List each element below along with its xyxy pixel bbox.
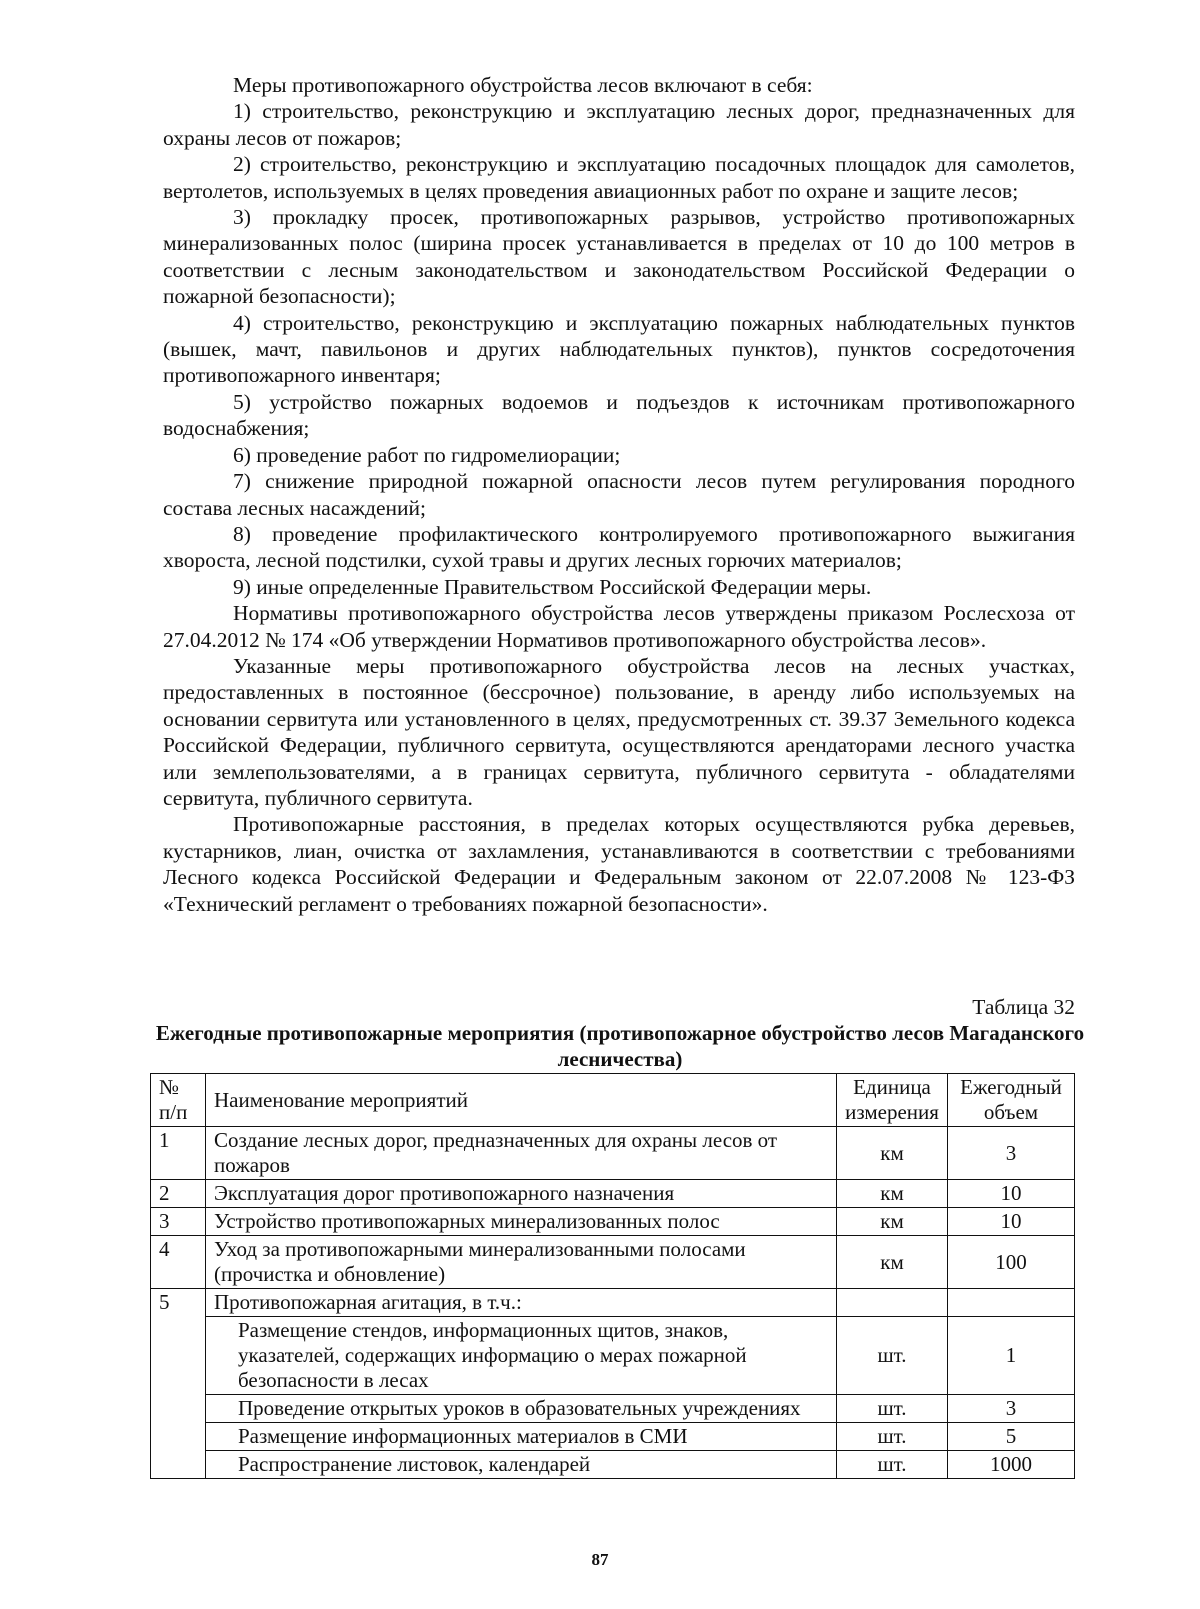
paragraph: 2) строительство, реконструкцию и эксплуатацию посадочных площадок для самолетов, вертолетов, используемых в целях проведения авиационных работ по охране и защите лесов; <box>163 152 1075 203</box>
subrow-volume: 1 <box>948 1317 1075 1395</box>
table-subrow <box>151 1423 1075 1451</box>
row-name: Создание лесных дорог, предназначенных для охраны лесов от пожаров <box>206 1127 837 1180</box>
row-name: Эксплуатация дорог противопожарного назначения <box>206 1180 837 1208</box>
measures-table <box>150 1073 1075 1479</box>
subrow-name: Размещение стендов, информационных щитов, знаков, указателей, содержащих информацию о мерах пожарной безопасности в лесах <box>206 1317 837 1395</box>
subrow-volume: 3 <box>948 1395 1075 1423</box>
subrow-unit: шт. <box>837 1395 948 1423</box>
table-row <box>151 1208 1075 1236</box>
paragraph: Меры противопожарного обустройства лесов включают в себя: <box>233 73 813 97</box>
subrow-volume: 1000 <box>948 1451 1075 1479</box>
row-number: 4 <box>151 1236 206 1289</box>
subrow-name: Распространение листовок, календарей <box>206 1451 837 1479</box>
row-volume <box>948 1289 1075 1317</box>
paragraph: Противопожарные расстояния, в пределах которых осуществляются рубка деревьев, кустарников, лиан, очистка от захламления, устанавливаются в соответствии с требованиями Лесного кодекса Российской Федерации и Федеральным законом от 22.07.2008 № 123-ФЗ «Технический регламент о требованиях пожарной безопасности». <box>163 812 1075 916</box>
table-row <box>151 1127 1075 1180</box>
row-number: 1 <box>151 1127 206 1180</box>
row-name: Устройство противопожарных минерализованных полос <box>206 1208 837 1236</box>
subrow-name: Размещение информационных материалов в СМИ <box>206 1423 837 1451</box>
row-number: 5 <box>151 1289 206 1479</box>
header-volume: Ежегодный объем <box>948 1074 1075 1127</box>
table-subrow <box>151 1451 1075 1479</box>
row-unit: км <box>837 1180 948 1208</box>
subrow-unit: шт. <box>837 1423 948 1451</box>
table-title: Ежегодные противопожарные мероприятия (противопожарное обустройство лесов Магаданского лесничества) <box>155 1021 1085 1071</box>
paragraph: 9) иные определенные Правительством Российской Федерации меры. <box>233 574 872 599</box>
header-name: Наименование мероприятий <box>206 1074 837 1127</box>
table-row <box>151 1180 1075 1208</box>
subrow-unit: шт. <box>837 1317 948 1395</box>
subrow-name: Проведение открытых уроков в образовательных учреждениях <box>206 1395 837 1423</box>
row-volume: 3 <box>948 1127 1075 1180</box>
row-unit: км <box>837 1127 948 1180</box>
subrow-unit: шт. <box>837 1451 948 1479</box>
table-subrow <box>151 1317 1075 1395</box>
row-name: Противопожарная агитация, в т.ч.: <box>206 1289 837 1317</box>
table-row <box>151 1236 1075 1289</box>
paragraph: 4) строительство, реконструкцию и эксплуатацию пожарных наблюдательных пунктов (вышек, мачт, павильонов и других наблюдательных пунктов), пунктов сосредоточения противопожарного инвентаря; <box>163 310 1075 388</box>
header-number: № п/п <box>151 1074 206 1127</box>
paragraph: 7) снижение природной пожарной опасности лесов путем регулирования породного состава лесных насаждений; <box>163 469 1075 520</box>
paragraph: 8) проведение профилактического контролируемого противопожарного выжигания хвороста, лесной подстилки, сухой травы и других лесных горючих материалов; <box>163 521 1075 573</box>
row-unit <box>837 1289 948 1317</box>
subrow-volume: 5 <box>948 1423 1075 1451</box>
row-unit: км <box>837 1208 948 1236</box>
header-unit: Единица измерения <box>837 1074 948 1127</box>
paragraph: 6) проведение работ по гидромелиорации; <box>233 442 621 467</box>
row-number: 2 <box>151 1180 206 1208</box>
paragraph: 3) прокладку просек, противопожарных разрывов, устройство противопожарных минерализованных полос (ширина просек устанавливается в пределах от 10 до 100 метров в соответствии с лесным законодательством и законодательством Российской Федерации о пожарной безопасности); <box>163 205 1075 309</box>
paragraph: 1) строительство, реконструкцию и эксплуатацию лесных дорог, предназначенных для охраны лесов от пожаров; <box>163 99 1075 150</box>
row-number: 3 <box>151 1208 206 1236</box>
row-volume: 10 <box>948 1180 1075 1208</box>
table-row <box>151 1289 1075 1317</box>
table-header-row <box>151 1074 1075 1127</box>
row-volume: 100 <box>948 1236 1075 1289</box>
table-label: Таблица 32 <box>972 995 1075 1019</box>
paragraph: Нормативы противопожарного обустройства лесов утверждены приказом Рослесхоза от 27.04.2012 № 174 «Об утверждении Нормативов противопожарного обустройства лесов». <box>163 601 1075 652</box>
paragraph: 5) устройство пожарных водоемов и подъездов к источникам противопожарного водоснабжения; <box>163 389 1075 441</box>
row-name: Уход за противопожарными минерализованными полосами (прочистка и обновление) <box>206 1236 837 1289</box>
row-unit: км <box>837 1236 948 1289</box>
page-number: 87 <box>591 1550 609 1569</box>
paragraph: Указанные меры противопожарного обустройства лесов на лесных участках, предоставленных в постоянное (бессрочное) пользование, в аренду либо используемых на основании сервитута или установленного в целях, предусмотренных ст. 39.37 Земельного кодекса Российской Федерации, публичного сервитута, осуществляются арендаторами лесного участка или землепользователями, а в границах сервитута, публичного сервитута - обладателями сервитута, публичного сервитута. <box>163 653 1075 810</box>
table-subrow <box>151 1395 1075 1423</box>
body-text <box>163 72 1075 917</box>
row-volume: 10 <box>948 1208 1075 1236</box>
